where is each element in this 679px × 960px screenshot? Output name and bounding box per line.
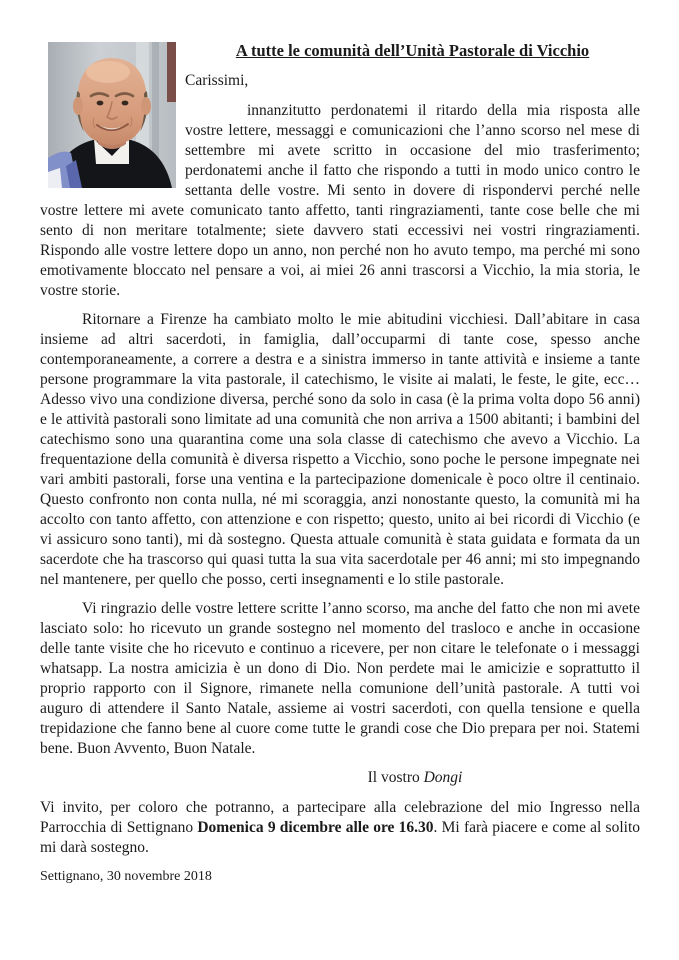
paragraph-thanks-wishes: Vi ringrazio delle vostre lettere scritte l’anno scorso, ma anche del fatto che non mi avete lasciato solo: ho ricevuto un grande sostegno nel momento del trasloco e anche in occasione delle tante visite che ho ricevuto e continuo a ricevere, per non citare le telefonate o i messaggi whatsapp. La nostra amicizia è un dono di Dio. Non perdete mai le amicizie e soprattutto il proprio rapporto con il Signore, rimanete nella comunione dell’unità pastorale. A tutti voi auguro di attendere il Santo Natale, assieme ai vostri sacerdoti, con quella tensione e quella trepidazione che fanno bene al cuore come tutte le grandi cose che Dio prepara per noi. Statemi bene. Buon Avvento, Buon Natale. bbox=[40, 600, 640, 757]
signature-prefix: Il vostro bbox=[367, 769, 424, 786]
paragraph-florence-life: Ritornare a Firenze ha cambiato molto le mie abitudini vicchiesi. Dall’abitare in casa insieme ad altri sacerdoti, in famiglia, dall’occuparmi di tante cose, spesso anche contemporaneamente, a correre a destra e a sinistra immerso in tante attività e insieme a tante persone programmare la vita pastorale, il catechismo, le visite ai malati, le feste, le gite, ecc… Adesso vivo una condizione diversa, perché sono da solo in casa (è la prima volta dopo 56 anni) e le attività pastorali sono limitate ad una comunità che non arriva a 1500 abitanti; i bambini del catechismo sono una quarantina come una sola classe di catechismo che avevo a Vicchio. La frequentazione della comunità è diversa rispetto a Vicchio, sono poche le persone impegnate nei vari ambiti pastorali, forse una ventina e la partecipazione domenicale è poco oltre il centinaio. Questo confronto non conta nulla, né mi scoraggia, anzi nonostante questo, la comunità mi ha accolto con tanto affetto, con attenzione e con rispetto; questo, unito ai bei ricordi di Vicchio (e vi assicuro sono tanti), mi dà sostegno. Questa attuale comunità è stata guidata e formata da un sacerdote che ha trascorso qui quasi tutta la sua vita sacerdotale per 46 anni; mi sto impegnando nel mantenere, per quello che posso, certi insegnamenti e lo stile pastorale. bbox=[40, 311, 640, 588]
invitation-date-bold: Domenica 9 dicembre alle ore 16.30 bbox=[197, 819, 434, 836]
paragraph-apology: innanzitutto perdonatemi il ritardo della mia risposta alle vostre lettere, messaggi e comunicazioni che l’anno scorso nel mese di settembre mi avete scritto in occasione del mio trasferimento; perdonatemi anche il fatto che rispondo a tutti in modo unico contro le settanta delle vostre. Mi sento in dovere di rispondervi perché nelle vostre lettere mi avete comunicato tanto affetto, tanti ringraziamenti, tante cose belle che mi sento di non meritare totalmente; siete davvero stati eccessivi nei vostri ringraziamenti. Rispondo alle vostre lettere dopo un anno, non perché non ho avuto tempo, ma perché mi sono emotivamente bloccato nel pensare a voi, ai miei 26 anni trascorsi a Vicchio, la mia storia, le vostre storie. bbox=[40, 102, 640, 299]
priest-portrait-photo bbox=[48, 42, 176, 188]
signature-line bbox=[40, 768, 640, 788]
paragraph-invitation bbox=[40, 798, 640, 858]
letter-title: A tutte le comunità dell’Unità Pastorale di Vicchio bbox=[235, 41, 590, 60]
priest-portrait-graphic bbox=[48, 42, 176, 188]
place-date-line: Settignano, 30 novembre 2018 bbox=[40, 869, 212, 884]
signature-name: Dongi bbox=[423, 769, 463, 786]
salutation: Carissimi, bbox=[185, 72, 249, 89]
invitation-text-post: . Mi farà piacere e come al solito mi darà sostegno. bbox=[40, 819, 641, 856]
invitation-text-pre: Vi invito, per coloro che potranno, a partecipare alla celebrazione del mio Ingresso nella Parrocchia di Settignano bbox=[40, 799, 640, 836]
